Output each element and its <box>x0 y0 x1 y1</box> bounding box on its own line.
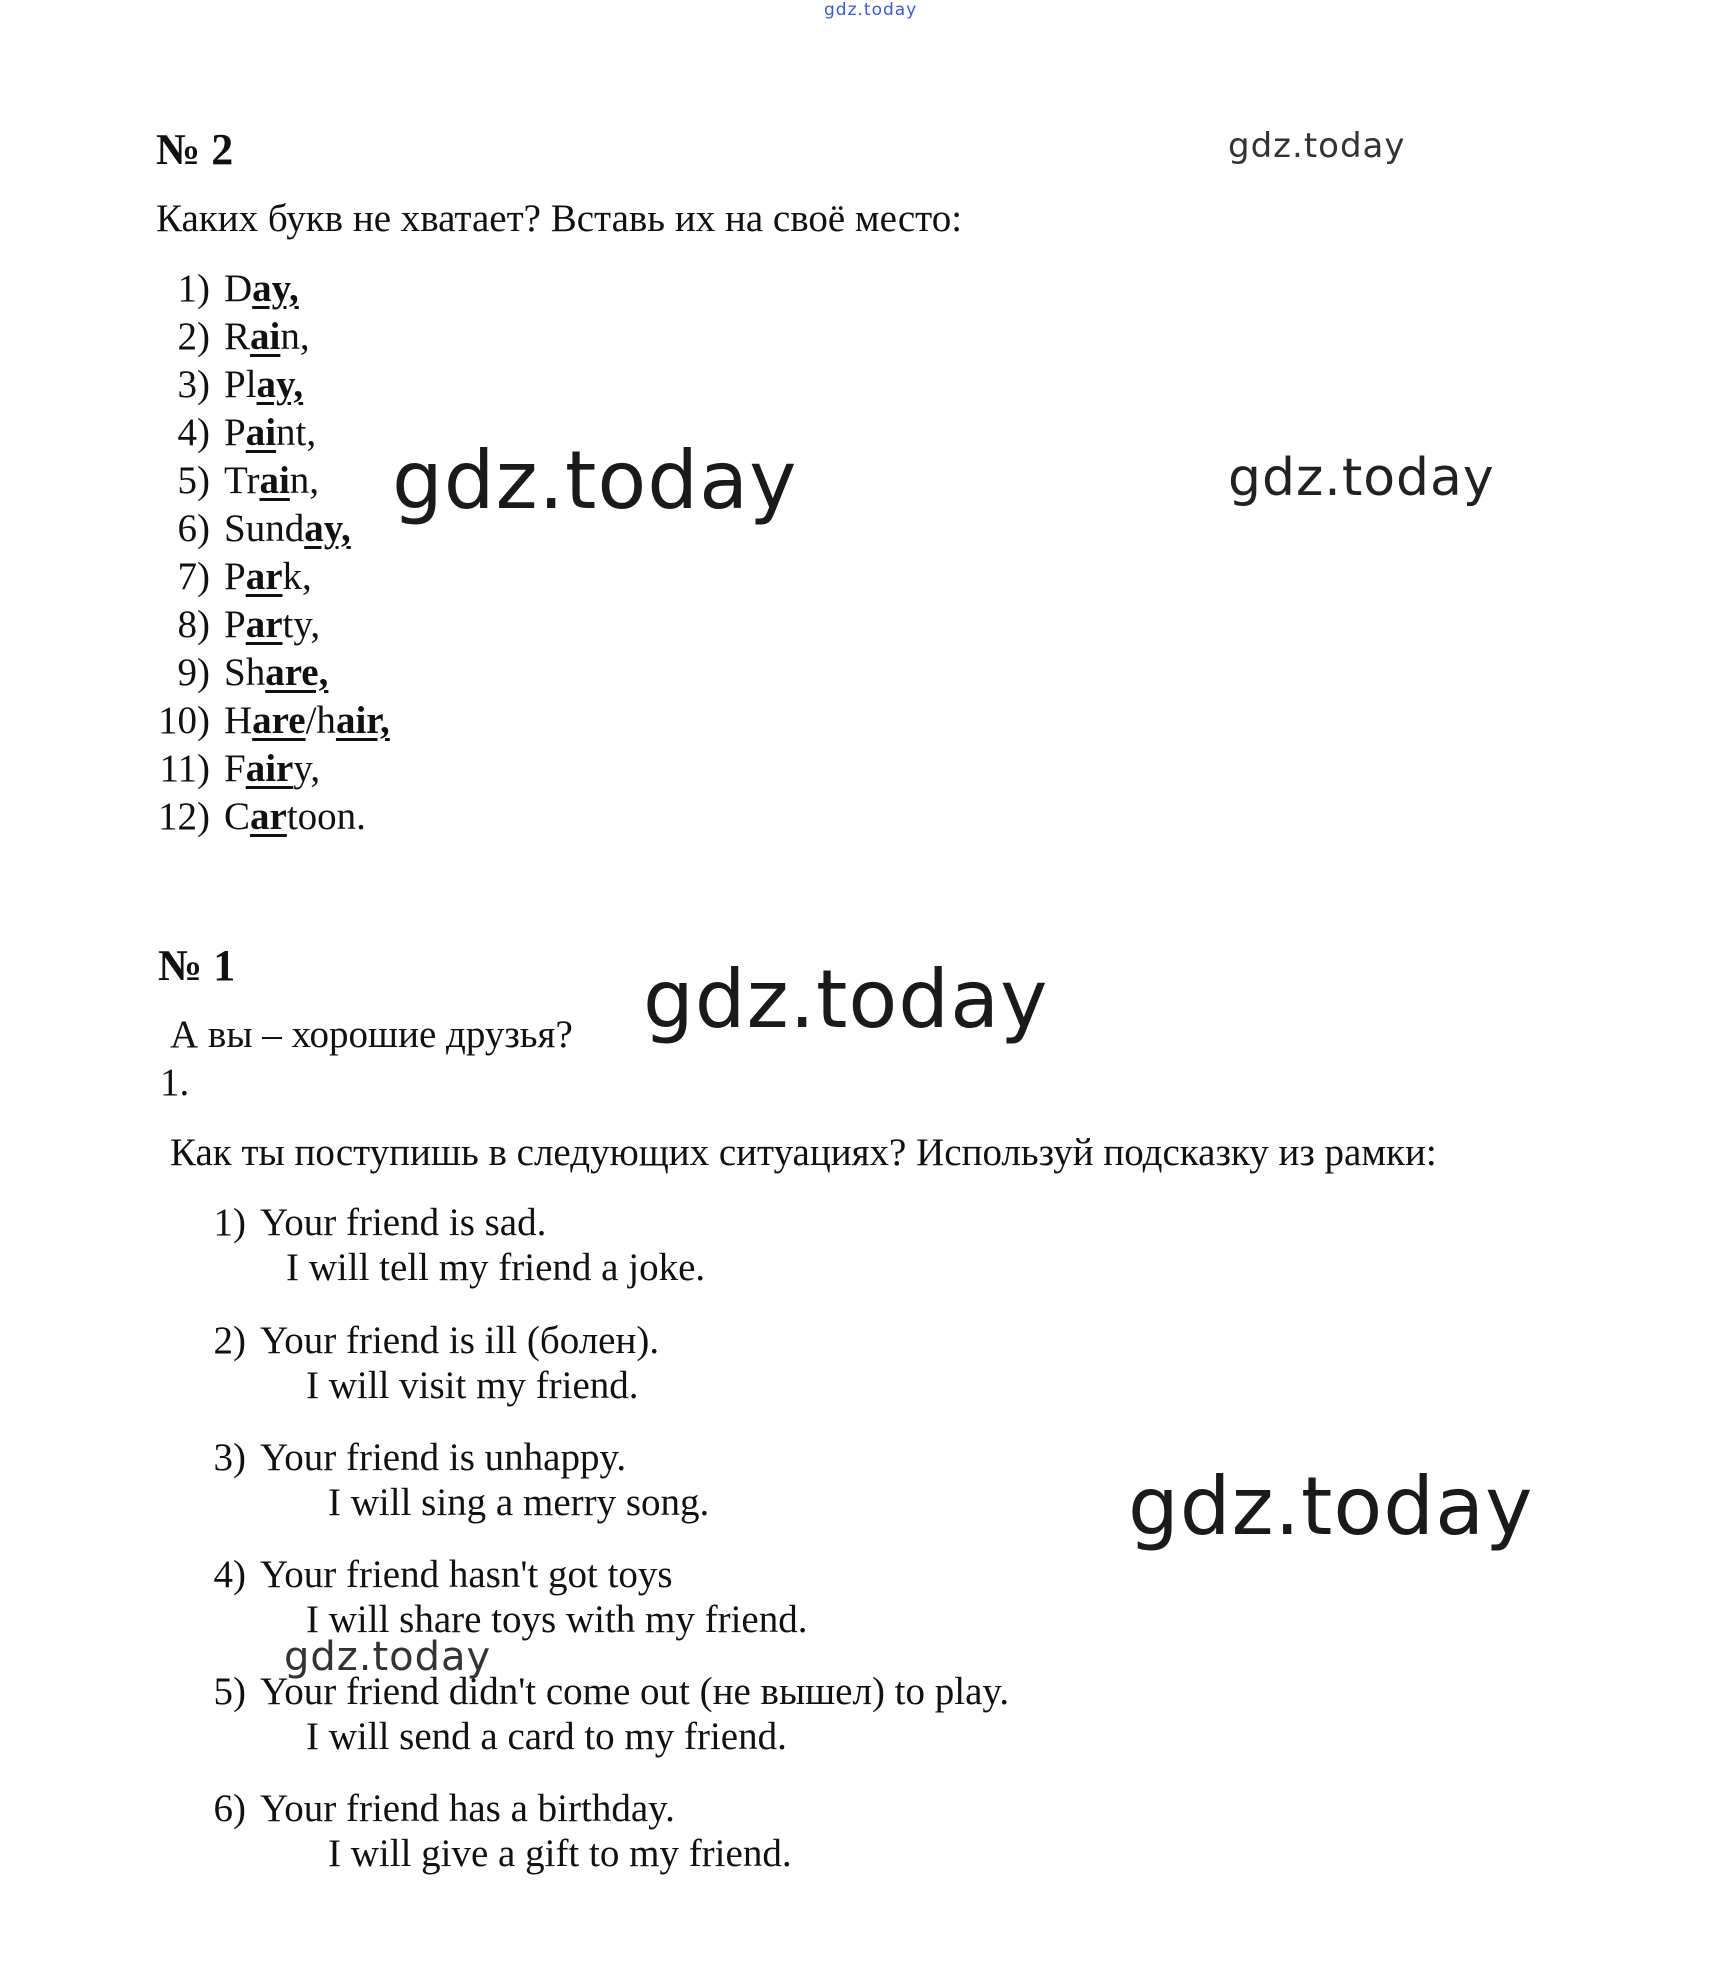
section2-heading: № 2 <box>156 125 234 174</box>
list-item: 12) Cartoon. <box>158 795 366 838</box>
list-item: 3) Play, <box>177 363 304 406</box>
section1-subnum: 1. <box>160 1061 190 1104</box>
list-item: 4) Paint, <box>177 411 317 454</box>
watermark-6: gdz.today <box>284 1634 492 1680</box>
list-item: 6) Your friend has a birthday. I will give a gift to my friend. <box>213 1787 792 1875</box>
list-item: 2) Your friend is ill (болен). I will visit my friend. <box>213 1319 660 1407</box>
watermark-4: gdz.today <box>643 953 1049 1046</box>
watermark-2: gdz.today <box>1228 448 1495 508</box>
list-item: 1) Day, <box>177 267 299 310</box>
list-item: 4) Your friend hasn't got toys I will share toys with my friend. <box>213 1553 808 1641</box>
section1-instruction: Как ты поступишь в следующих ситуациях? Используй подсказку из рамки: <box>170 1131 1437 1174</box>
list-item: 8) Party, <box>177 603 321 646</box>
watermark-1: gdz.today <box>1228 126 1406 166</box>
list-item: 1) Your friend is sad. I will tell my friend a joke. <box>213 1201 706 1289</box>
letters-list <box>146 265 390 841</box>
watermark-5: gdz.today <box>1128 1460 1534 1553</box>
section2-instruction: Каких букв не хватает? Вставь их на своё место: <box>156 197 963 240</box>
list-item: 6) Sunday, <box>177 507 351 550</box>
section1-heading: № 1 <box>158 941 236 990</box>
list-item: 3) Your friend is unhappy. I will sing a merry song. <box>213 1436 710 1524</box>
list-item: 2) Rain, <box>177 315 310 358</box>
list-item: 7) Park, <box>177 555 312 598</box>
watermark-3: gdz.today <box>392 434 798 527</box>
situations-list <box>206 1200 1009 1903</box>
section1-subtitle: А вы – хорошие друзья? <box>170 1013 573 1056</box>
list-item: 5) Train, <box>177 459 320 502</box>
list-item: 11) Fairy, <box>159 747 321 790</box>
watermark-top: gdz.today <box>824 0 918 20</box>
list-item: 9) Share, <box>177 651 329 694</box>
list-item: 5) Your friend didn't come out (не вышел) to play. I will send a card to my friend. <box>213 1670 1010 1758</box>
list-item: 10) Hare/hair, <box>158 699 390 742</box>
